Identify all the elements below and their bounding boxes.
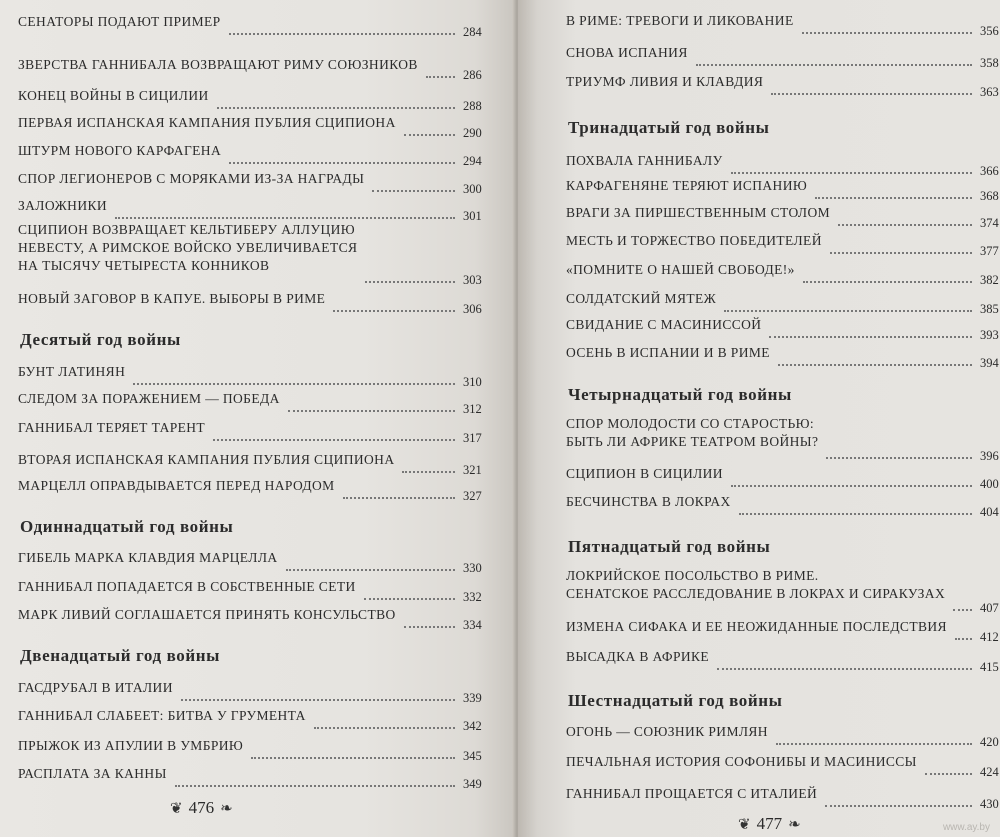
page-number: 358: [980, 56, 999, 70]
entry-title-line: ОСЕНЬ В ИСПАНИИ И В РИМЕ: [566, 345, 770, 360]
leader-dots: [229, 162, 455, 164]
entry-title: [566, 493, 731, 511]
page-number: 385: [980, 302, 999, 316]
entry-title-line: СЛЕДОМ ЗА ПОРАЖЕНИЕМ — ПОБЕДА: [18, 391, 280, 406]
leader-dots: [372, 190, 455, 192]
entry-title-line: МАРК ЛИВИЙ СОГЛАШАЕТСЯ ПРИНЯТЬ КОНСУЛЬСТВО: [18, 607, 396, 622]
entry-title-line: ГИБЕЛЬ МАРКА КЛАВДИЯ МАРЦЕЛЛА: [18, 550, 278, 565]
entry-title: [18, 142, 221, 160]
entry-title: [18, 606, 396, 624]
leader-dots: [771, 93, 972, 95]
entry-title: [18, 578, 356, 596]
leader-dots: [181, 699, 455, 701]
leader-dots: [830, 252, 972, 254]
entry-title: [566, 316, 761, 334]
entry-title-line: «ПОМНИТЕ О НАШЕЙ СВОБОДЕ!»: [566, 262, 795, 277]
entry-title-line: КОНЕЦ ВОЙНЫ В СИЦИЛИИ: [18, 88, 209, 103]
entry-title: [566, 232, 822, 250]
page-number: 286: [463, 68, 482, 82]
leader-dots: [314, 727, 455, 729]
page-number: 342: [463, 719, 482, 733]
watermark: www.ay.by: [942, 822, 990, 833]
entry-title: [566, 415, 818, 451]
entry-title-line: СЦИПИОН В СИЦИЛИИ: [566, 466, 723, 481]
folio: [170, 798, 233, 818]
entry-title-line: СЕНАТОРЫ ПОДАЮТ ПРИМЕР: [18, 14, 221, 29]
page-number: 396: [980, 449, 999, 463]
leader-dots: [953, 609, 972, 611]
leader-dots: [696, 64, 972, 66]
entry-title: [18, 56, 418, 74]
entry-title-line: ПРЫЖОК ИЗ АПУЛИИ В УМБРИЮ: [18, 738, 244, 753]
folio-number: 477: [756, 814, 783, 833]
entry-title-line: РАСПЛАТА ЗА КАННЫ: [18, 766, 167, 781]
section-heading: Шестнадцатый год войны: [568, 691, 783, 710]
entry-title-line: МЕСТЬ И ТОРЖЕСТВО ПОБЕДИТЕЛЕЙ: [566, 233, 822, 248]
page-number: 415: [980, 660, 999, 674]
entry-title: [566, 648, 709, 666]
page-number: 356: [980, 24, 999, 38]
entry-title: [566, 753, 917, 771]
entry-title-line: БЫТЬ ЛИ АФРИКЕ ТЕАТРОМ ВОЙНЫ?: [566, 434, 819, 449]
section-heading: Одиннадцатый год войны: [20, 517, 234, 536]
entry-title: [18, 290, 325, 308]
leader-dots: [251, 757, 455, 759]
leader-dots: [769, 336, 972, 338]
entry-title-line: ГАННИБАЛ ТЕРЯЕТ ТАРЕНТ: [18, 420, 206, 435]
entry-title: [18, 197, 107, 215]
leader-dots: [343, 497, 455, 499]
entry-title: [18, 87, 209, 105]
page-number: 366: [980, 164, 999, 178]
leader-dots: [825, 805, 972, 807]
entry-title-line: МАРЦЕЛЛ ОПРАВДЫВАЕТСЯ ПЕРЕД НАРОДОМ: [18, 478, 335, 493]
entry-title: [566, 618, 947, 636]
page-number: 294: [463, 154, 482, 168]
leader-dots: [229, 33, 455, 35]
entry-title-line: КАРФАГЕНЯНЕ ТЕРЯЮТ ИСПАНИЮ: [566, 178, 808, 193]
entry-title-line: БУНТ ЛАТИНЯН: [18, 364, 126, 379]
leader-dots: [426, 76, 455, 78]
entry-title: [18, 737, 243, 755]
section-heading: Четырнадцатый год войны: [568, 385, 792, 404]
entry-title: [18, 13, 221, 31]
entry-title: [566, 261, 795, 279]
leader-dots: [364, 598, 455, 600]
page-number: 334: [463, 618, 482, 632]
leader-dots: [803, 281, 972, 283]
entry-title-line: СПОР МОЛОДОСТИ СО СТАРОСТЬЮ:: [566, 416, 815, 431]
page-number: 327: [463, 489, 482, 503]
page-number: 420: [980, 735, 999, 749]
entry-title-line: СВИДАНИЕ С МАСИНИССОЙ: [566, 317, 762, 332]
page-number: 290: [463, 126, 482, 140]
entry-title: [18, 363, 125, 381]
entry-title: [566, 290, 716, 308]
leader-dots: [333, 310, 455, 312]
leader-dots: [404, 134, 455, 136]
page-number: 288: [463, 99, 482, 113]
entry-title-line: СЕНАТСКОЕ РАССЛЕДОВАНИЕ В ЛОКРАХ И СИРАКУЗАХ: [566, 586, 946, 601]
leader-dots: [925, 773, 972, 775]
leader-dots: [175, 785, 455, 787]
ornament-right-icon: ❧: [788, 816, 801, 833]
entry-title: [566, 12, 794, 30]
entry-title: [18, 477, 335, 495]
leader-dots: [778, 364, 972, 366]
entry-title: [566, 177, 807, 195]
page-number: 345: [463, 749, 482, 763]
leader-dots: [731, 172, 972, 174]
entry-title-line: СЦИПИОН ВОЗВРАЩАЕТ КЕЛЬТИБЕРУ АЛЛУЦИЮ: [18, 222, 356, 237]
page-number: 363: [980, 85, 999, 99]
ornament-left-icon: ❦: [738, 816, 751, 833]
page-number: 374: [980, 216, 999, 230]
entry-title: [18, 451, 394, 469]
entry-title-line: В РИМЕ: ТРЕВОГИ И ЛИКОВАНИЕ: [566, 13, 794, 28]
page-number: 301: [463, 209, 482, 223]
leader-dots: [365, 281, 455, 283]
leader-dots: [288, 410, 455, 412]
page-number: 339: [463, 691, 482, 705]
entry-title-line: ВТОРАЯ ИСПАНСКАЯ КАМПАНИЯ ПУБЛИЯ СЦИПИОНА: [18, 452, 395, 467]
page-number: 430: [980, 797, 999, 811]
entry-title-line: ГАННИБАЛ ПРОЩАЕТСЯ С ИТАЛИЕЙ: [566, 786, 818, 801]
leader-dots: [286, 569, 455, 571]
entry-title-line: ГАННИБАЛ СЛАБЕЕТ: БИТВА У ГРУМЕНТА: [18, 708, 306, 723]
leader-dots: [404, 626, 455, 628]
page-number: 306: [463, 302, 482, 316]
right-page: [518, 0, 1000, 837]
leader-dots: [802, 32, 972, 34]
entry-title-line: СОЛДАТСКИЙ МЯТЕЖ: [566, 291, 717, 306]
entry-title-line: НА ТЫСЯЧУ ЧЕТЫРЕСТА КОННИКОВ: [18, 258, 270, 273]
page-number: 303: [463, 273, 482, 287]
entry-title-line: ОГОНЬ — СОЮЗНИК РИМЛЯН: [566, 724, 768, 739]
leader-dots: [115, 217, 455, 219]
leader-dots: [731, 485, 972, 487]
entry-title-line: ЗВЕРСТВА ГАННИБАЛА ВОЗВРАЩАЮТ РИМУ СОЮЗНИКОВ: [18, 57, 418, 72]
folio: [738, 814, 801, 834]
page-number: 368: [980, 189, 999, 203]
page-number: 382: [980, 273, 999, 287]
page-number: 330: [463, 561, 482, 575]
entry-title-line: НЕВЕСТУ, А РИМСКОЕ ВОЙСКО УВЕЛИЧИВАЕТСЯ: [18, 240, 358, 255]
entry-title-line: ПЕЧАЛЬНАЯ ИСТОРИЯ СОФОНИБЫ И МАСИНИССЫ: [566, 754, 917, 769]
page-number: 300: [463, 182, 482, 196]
page-number: 404: [980, 505, 999, 519]
entry-title: [566, 567, 945, 603]
entry-title-line: ЛОКРИЙСКОЕ ПОСОЛЬСТВО В РИМЕ.: [566, 568, 819, 583]
entry-title: [18, 390, 280, 408]
leader-dots: [826, 457, 972, 459]
entry-title: [18, 114, 396, 132]
leader-dots: [213, 439, 455, 441]
entry-title-line: ПОХВАЛА ГАННИБАЛУ: [566, 153, 723, 168]
entry-title-line: ТРИУМФ ЛИВИЯ И КЛАВДИЯ: [566, 74, 764, 89]
page-number: 393: [980, 328, 999, 342]
entry-title-line: ПЕРВАЯ ИСПАНСКАЯ КАМПАНИЯ ПУБЛИЯ СЦИПИОНА: [18, 115, 396, 130]
page-number: 312: [463, 402, 482, 416]
entry-title: [566, 723, 768, 741]
leader-dots: [955, 638, 972, 640]
entry-title-line: ВЫСАДКА В АФРИКЕ: [566, 649, 710, 664]
leader-dots: [217, 107, 455, 109]
leader-dots: [402, 471, 455, 473]
leader-dots: [724, 310, 972, 312]
leader-dots: [739, 513, 972, 515]
leader-dots: [838, 224, 972, 226]
page-number: 400: [980, 477, 999, 491]
entry-title: [18, 419, 205, 437]
entry-title-line: НОВЫЙ ЗАГОВОР В КАПУЕ. ВЫБОРЫ В РИМЕ: [18, 291, 326, 306]
leader-dots: [776, 743, 972, 745]
section-heading: Тринадцатый год войны: [568, 118, 770, 137]
entry-title: [18, 679, 173, 697]
ornament-left-icon: ❦: [170, 800, 183, 817]
entry-title-line: ИЗМЕНА СИФАКА И ЕЕ НЕОЖИДАННЫЕ ПОСЛЕДСТВИЯ: [566, 619, 947, 634]
entry-title: [18, 221, 357, 275]
entry-title-line: ГАННИБАЛ ПОПАДАЕТСЯ В СОБСТВЕННЫЕ СЕТИ: [18, 579, 356, 594]
page-number: 377: [980, 244, 999, 258]
page-number: 424: [980, 765, 999, 779]
entry-title: [18, 707, 306, 725]
section-heading: Десятый год войны: [20, 330, 181, 349]
page-number: 284: [463, 25, 482, 39]
entry-title: [566, 344, 770, 362]
leader-dots: [133, 383, 455, 385]
entry-title: [18, 549, 278, 567]
entry-title: [18, 765, 167, 783]
leader-dots: [717, 668, 972, 670]
entry-title: [566, 204, 830, 222]
section-heading: Двенадцатый год войны: [20, 646, 221, 665]
entry-title: [566, 465, 723, 483]
page-number: 332: [463, 590, 482, 604]
entry-title-line: ГАСДРУБАЛ В ИТАЛИИ: [18, 680, 173, 695]
entry-title: [566, 44, 688, 62]
entry-title: [18, 170, 364, 188]
page-number: 407: [980, 601, 999, 615]
entry-title-line: ВРАГИ ЗА ПИРШЕСТВЕННЫМ СТОЛОМ: [566, 205, 831, 220]
entry-title-line: СНОВА ИСПАНИЯ: [566, 45, 688, 60]
entry-title-line: СПОР ЛЕГИОНЕРОВ С МОРЯКАМИ ИЗ-ЗА НАГРАДЫ: [18, 171, 365, 186]
entry-title: [566, 785, 817, 803]
folio-number: 476: [188, 798, 215, 817]
page-number: 349: [463, 777, 482, 791]
page-number: 321: [463, 463, 482, 477]
leader-dots: [815, 197, 972, 199]
page-number: 412: [980, 630, 999, 644]
entry-title-line: БЕСЧИНСТВА В ЛОКРАХ: [566, 494, 731, 509]
entry-title-line: ЗАЛОЖНИКИ: [18, 198, 108, 213]
entry-title: [566, 73, 763, 91]
ornament-right-icon: ❧: [220, 800, 233, 817]
entry-title-line: ШТУРМ НОВОГО КАРФАГЕНА: [18, 143, 222, 158]
page-number: 394: [980, 356, 999, 370]
section-heading: Пятнадцатый год войны: [568, 537, 771, 556]
page-number: 317: [463, 431, 482, 445]
page-number: 310: [463, 375, 482, 389]
entry-title: [566, 152, 723, 170]
